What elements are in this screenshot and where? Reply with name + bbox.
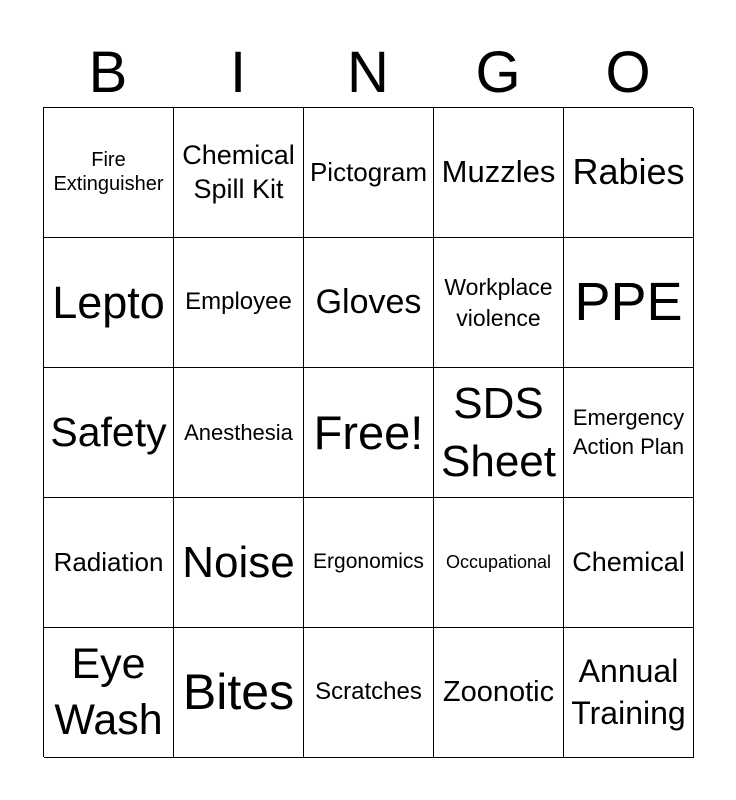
cell-label: Employee (185, 288, 292, 316)
bingo-cell[interactable] (434, 238, 564, 368)
header-letter-n: N (347, 40, 389, 105)
cell-label: Noise (182, 537, 295, 587)
header-letter-o: O (605, 40, 651, 105)
cell-label: PPE (574, 271, 683, 332)
cell-label: Bites (182, 664, 295, 720)
bingo-cell[interactable] (174, 628, 304, 758)
bingo-cell[interactable] (564, 368, 694, 498)
bingo-cell[interactable] (44, 628, 174, 758)
cell-label: Ergonomics (313, 550, 424, 574)
bingo-cell[interactable] (44, 498, 174, 628)
cell-label: Rabies (572, 151, 685, 193)
cell-label: Safety (50, 409, 167, 456)
bingo-cell[interactable] (174, 498, 304, 628)
bingo-header (43, 42, 693, 104)
bingo-grid (43, 107, 693, 757)
cell-label: Lepto (52, 276, 165, 328)
cell-label: Anesthesia (184, 419, 293, 445)
cell-label: SDS Sheet (441, 379, 556, 486)
header-letter-b: B (88, 40, 128, 105)
cell-label: Fire Extinguisher (53, 148, 164, 195)
bingo-cell[interactable] (44, 368, 174, 498)
bingo-cell[interactable] (304, 238, 434, 368)
bingo-cell[interactable] (564, 498, 694, 628)
bingo-cell[interactable] (434, 108, 564, 238)
cell-label: Muzzles (441, 154, 556, 190)
bingo-cell[interactable] (304, 628, 434, 758)
bingo-cell[interactable] (304, 498, 434, 628)
cell-label: Free! (313, 405, 424, 459)
cell-label: Eye Wash (54, 639, 163, 744)
cell-label: Pictogram (309, 157, 428, 188)
bingo-cell[interactable] (174, 108, 304, 238)
cell-label: Occupational (445, 551, 552, 572)
bingo-cell[interactable] (174, 238, 304, 368)
bingo-cell[interactable] (174, 368, 304, 498)
cell-label: Emergency Action Plan (572, 404, 685, 459)
cell-label: Annual Training (571, 652, 686, 731)
bingo-cell[interactable] (434, 628, 564, 758)
cell-label: Radiation (53, 547, 164, 578)
bingo-cell[interactable] (434, 368, 564, 498)
free-space[interactable] (304, 368, 434, 498)
bingo-cell[interactable] (564, 238, 694, 368)
bingo-cell[interactable] (434, 498, 564, 628)
bingo-cell[interactable] (564, 108, 694, 238)
bingo-cell[interactable] (44, 238, 174, 368)
cell-label: Gloves (315, 283, 422, 322)
cell-label: Workplace violence (444, 273, 553, 331)
bingo-cell[interactable] (44, 108, 174, 238)
header-letter-g: G (475, 40, 521, 105)
cell-label: Scratches (315, 678, 422, 706)
bingo-cell[interactable] (564, 628, 694, 758)
bingo-cell[interactable] (304, 108, 434, 238)
cell-label: Zoonotic (442, 676, 555, 709)
cell-label: Chemical Spill Kit (182, 139, 295, 204)
cell-label: Chemical (572, 546, 685, 577)
header-letter-i: I (229, 40, 247, 105)
